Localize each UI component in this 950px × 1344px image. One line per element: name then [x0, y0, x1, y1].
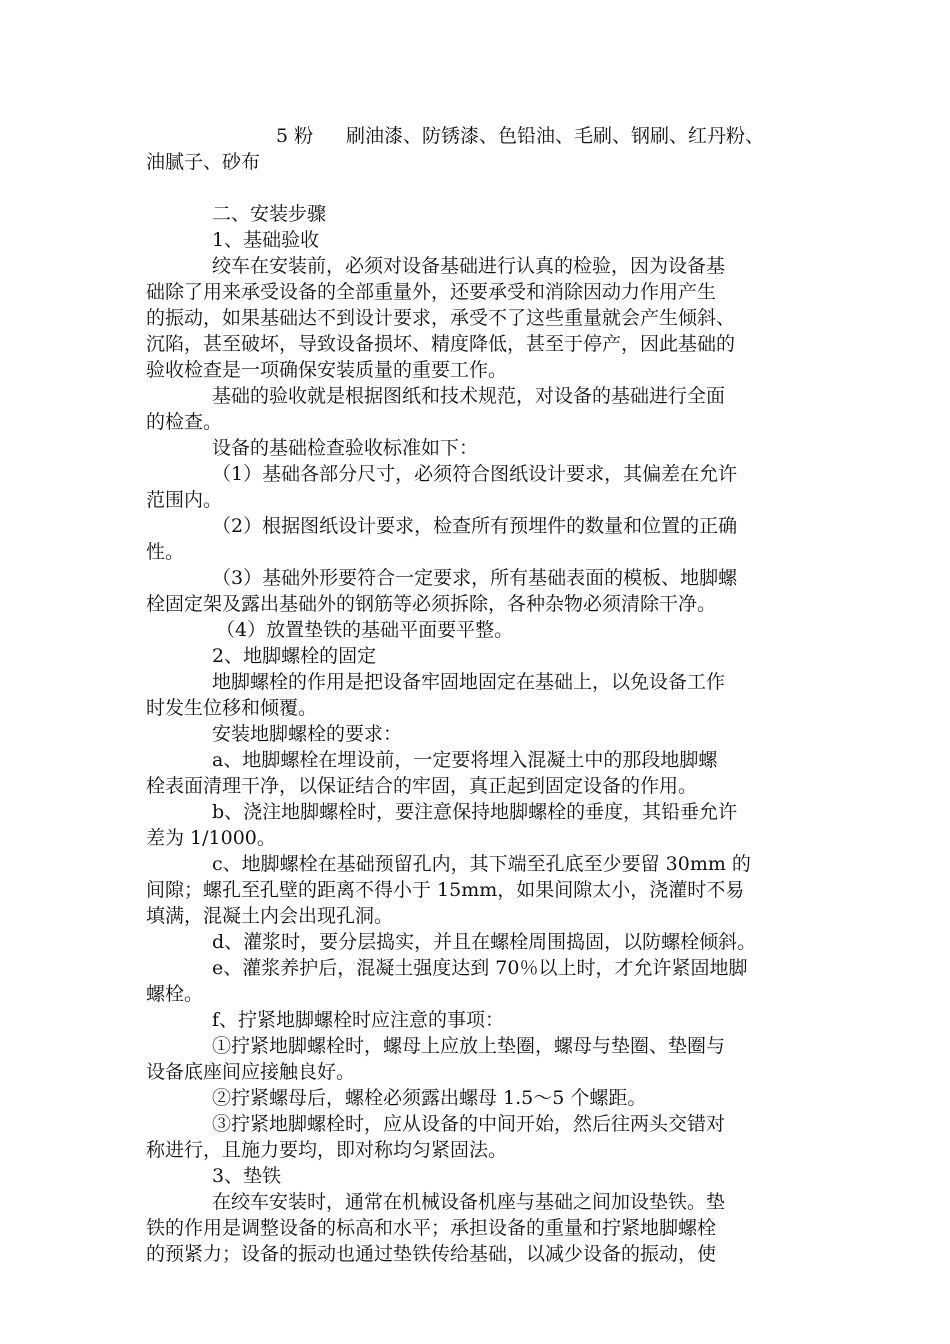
list-item: （4）放置垫铁的基础平面要平整。 [216, 619, 514, 641]
text-line: 差为 1/1000。 [146, 827, 276, 849]
text-line: 油腻子、砂布 [146, 151, 261, 173]
section-heading: 二、安装步骤 [212, 203, 327, 225]
list-item: ②拧紧螺母后，螺栓必须露出螺母 1.5～5 个螺距。 [212, 1087, 647, 1109]
text-line: 铁的作用是调整设备的标高和水平；承担设备的重量和拧紧地脚螺栓 [146, 1217, 717, 1239]
text-line: 栓表面清理干净，以保证结合的牢固，真正起到固定设备的作用。 [146, 775, 698, 797]
text-line: 设备的基础检查验收标准如下： [212, 437, 479, 459]
text-line: 在绞车安装时，通常在机械设备机座与基础之间加设垫铁。垫 [212, 1191, 726, 1213]
list-item: e、灌浆养护后，混凝土强度达到 70％以上时，才允许紧固地脚 [212, 957, 748, 979]
text-line: 时发生位移和倾覆。 [146, 697, 318, 719]
list-item: （1）基础各部分尺寸，必须符合图纸设计要求，其偏差在允许 [212, 463, 738, 485]
list-item: f、拧紧地脚螺栓时应注意的事项： [212, 1009, 505, 1031]
list-item: a、地脚螺栓在埋设前，一定要将埋入混凝土中的那段地脚螺 [212, 749, 718, 771]
list-item: （2）根据图纸设计要求，检查所有预埋件的数量和位置的正确 [212, 515, 738, 537]
list-item: b、浇注地脚螺栓时，要注意保持地脚螺栓的垂度，其铅垂允许 [212, 801, 738, 823]
material-row-5 [276, 123, 764, 149]
list-item: ①拧紧地脚螺栓时，螺母上应放上垫圈，螺母与垫圈、垫圈与 [212, 1035, 726, 1057]
text-line: 地脚螺栓的作用是把设备牢固地固定在基础上，以免设备工作 [212, 671, 726, 693]
text-line: 设备底座间应接触良好。 [146, 1061, 356, 1083]
list-item: ③拧紧地脚螺栓时，应从设备的中间开始，然后往两头交错对 [212, 1113, 726, 1135]
text-line: 础除了用来承受设备的全部重量外，还要承受和消除因动力作用产生 [146, 281, 717, 303]
text-line: 沉陷，甚至破坏，导致设备损坏、精度降低，甚至于停产，因此基础的 [146, 333, 736, 355]
subsection-heading: 2、地脚螺栓的固定 [212, 645, 377, 667]
row-text: 刷油漆、防锈漆、色铅油、毛刷、钢刷、红丹粉、 [346, 125, 765, 147]
text-line: 安装地脚螺栓的要求： [212, 723, 403, 745]
text-line: 称进行，且施力要均，即对称均匀紧固法。 [146, 1139, 508, 1161]
list-item: d、灌浆时，要分层捣实，并且在螺栓周围捣固，以防螺栓倾斜。 [212, 931, 757, 953]
text-line: 的预紧力；设备的振动也通过垫铁传给基础，以减少设备的振动，使 [146, 1243, 717, 1265]
text-line: 栓固定架及露出基础外的钢筋等必须拆除，各种杂物必须清除干净。 [146, 593, 717, 615]
text-line: 间隙；螺孔至孔壁的距离不得小于 15mm，如果间隙太小，浇灌时不易 [146, 879, 745, 901]
text-line: 的振动，如果基础达不到设计要求，承受不了这些重量就会产生倾斜、 [146, 307, 736, 329]
text-line: 的检查。 [146, 411, 223, 433]
text-line: 绞车在安装前，必须对设备基础进行认真的检验，因为设备基 [212, 255, 726, 277]
text-line: 性。 [146, 541, 185, 563]
subsection-heading: 1、基础验收 [212, 229, 320, 251]
text-line: 验收检查是一项确保安装质量的重要工作。 [146, 359, 508, 381]
row-number: 5 粉 [276, 125, 314, 147]
text-line: 填满，混凝土内会出现孔洞。 [146, 905, 394, 927]
text-line: 范围内。 [146, 489, 223, 511]
text-line: 螺栓。 [146, 983, 204, 1005]
list-item: c、地脚螺栓在基础预留孔内，其下端至孔底至少要留 30mm 的 [212, 853, 751, 875]
text-line: 基础的验收就是根据图纸和技术规范，对设备的基础进行全面 [212, 385, 726, 407]
list-item: （3）基础外形要符合一定要求，所有基础表面的模板、地脚螺 [212, 567, 738, 589]
subsection-heading: 3、垫铁 [212, 1165, 282, 1187]
